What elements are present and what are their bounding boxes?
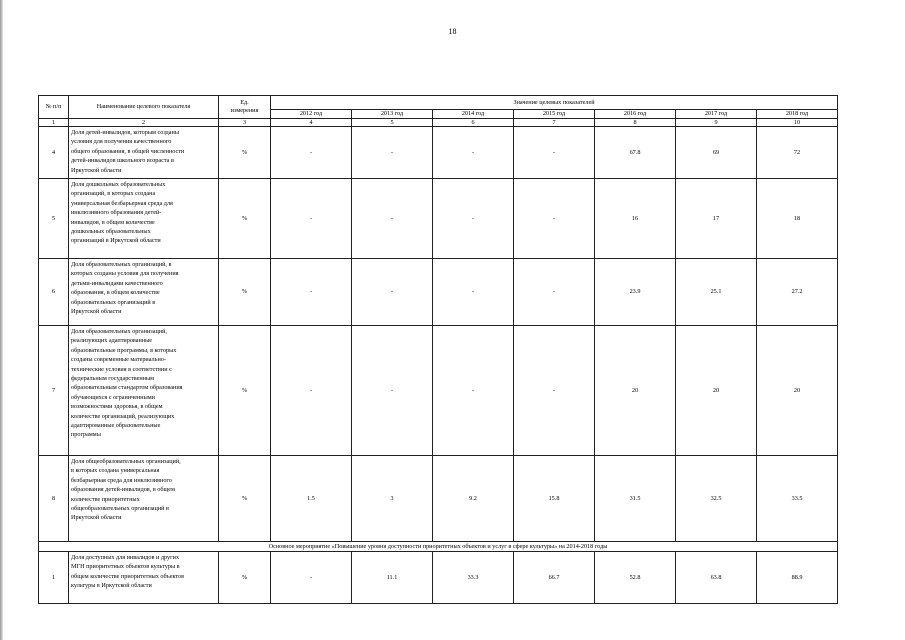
indicator-name-line: безбарьерная среда для инклюзивного <box>71 476 172 484</box>
value-cell: - <box>433 326 514 456</box>
value-cell: 18 <box>757 179 838 259</box>
column-number: 9 <box>676 119 757 127</box>
indicator-name-line: образовательным стандартом образования <box>71 384 183 392</box>
value-cell: - <box>271 179 352 259</box>
indicator-name-line: Иркутской области <box>71 308 122 316</box>
indicator-name-line: количестве приоритетных <box>71 495 140 503</box>
header-num: № п/п <box>39 96 69 119</box>
indicator-name-line: Доля образовательных организаций, в <box>71 261 172 268</box>
indicator-name-line: общеобразовательных организаций в <box>71 505 169 513</box>
value-cell: 20 <box>757 326 838 456</box>
indicator-name-line: технические условия в соответствии с <box>71 365 172 373</box>
value-cell: 69 <box>676 127 757 179</box>
indicator-name-line: детьми-инвалидами качественного <box>71 279 163 287</box>
page-number: 18 <box>448 27 457 36</box>
indicator-name-line: МГН приоритетных объектов культуры в <box>71 563 180 571</box>
header-year: 2016 год <box>595 110 676 119</box>
value-cell: 3 <box>352 456 433 542</box>
indicator-name-line: программы <box>71 431 101 439</box>
header-values-group: Значение целевых показателей <box>271 96 838 110</box>
unit-cell: % <box>219 179 271 259</box>
value-cell: 72 <box>757 127 838 179</box>
indicator-name-line: созданы современные материально- <box>71 356 166 364</box>
column-number: 10 <box>757 119 838 127</box>
indicator-name-line: Доля детей-инвалидов, которым созданы <box>71 129 180 136</box>
value-cell: 1.5 <box>271 456 352 542</box>
column-number: 8 <box>595 119 676 127</box>
row-number: 8 <box>39 456 69 542</box>
value-cell: - <box>433 179 514 259</box>
header-unit-line2: измерения <box>230 107 259 114</box>
indicator-name <box>69 456 219 542</box>
value-cell: 11.1 <box>352 552 433 604</box>
indicator-name <box>69 259 219 326</box>
indicator-name-line: организаций в Иркутской области <box>71 237 161 245</box>
indicator-name-line: дошкольных образовательных <box>71 228 151 236</box>
indicator-name-line: образовательные программы, в которых <box>71 346 177 354</box>
value-cell: 20 <box>595 326 676 456</box>
value-cell: 66.7 <box>514 552 595 604</box>
value-cell: 52.8 <box>595 552 676 604</box>
unit-cell: % <box>219 326 271 456</box>
row-number: 5 <box>39 179 69 259</box>
indicator-name <box>69 552 219 604</box>
indicator-name-line: образовательных организаций в <box>71 298 156 306</box>
indicator-name-line: возможностями здоровья, в общем <box>71 403 163 411</box>
indicator-name-line: реализующих адаптированные <box>71 337 153 345</box>
value-cell: - <box>352 326 433 456</box>
indicator-name-line: Иркутской области <box>71 514 122 522</box>
column-number: 3 <box>219 119 271 127</box>
column-number: 5 <box>352 119 433 127</box>
unit-cell: % <box>219 552 271 604</box>
unit-cell: % <box>219 456 271 542</box>
indicator-name-line: обучающихся с ограниченными <box>71 393 155 401</box>
indicator-name-line: общем количестве приоритетных объектов <box>71 572 185 580</box>
value-cell: 23.9 <box>595 259 676 326</box>
value-cell: - <box>271 259 352 326</box>
value-cell: - <box>514 179 595 259</box>
indicator-name <box>69 326 219 456</box>
header-unit <box>219 96 271 119</box>
value-cell: 63.8 <box>676 552 757 604</box>
indicator-name-line: образования, в общем количестве <box>71 289 160 297</box>
value-cell: - <box>271 127 352 179</box>
value-cell: - <box>271 326 352 456</box>
indicator-name-line: Иркутской области <box>71 166 122 174</box>
indicator-name-line: федеральным государственным <box>71 375 155 383</box>
header-year: 2017 год <box>676 110 757 119</box>
header-name: Наименование целевого показателя <box>69 96 219 119</box>
value-cell: 33.3 <box>433 552 514 604</box>
value-cell: - <box>514 326 595 456</box>
indicator-name-line: инклюзивного образования детей- <box>71 209 162 217</box>
header-year: 2015 год <box>514 110 595 119</box>
value-cell: 67.8 <box>595 127 676 179</box>
indicator-name-line: условия для получения качественного <box>71 138 172 146</box>
value-cell: 33.5 <box>757 456 838 542</box>
value-cell: - <box>352 259 433 326</box>
section-title: Основное мероприятие «Повышение уровня доступности приоритетных объектов и услуг в сфере культуры» на 2014-2018 годы <box>39 542 838 552</box>
value-cell: 20 <box>676 326 757 456</box>
value-cell: 16 <box>595 179 676 259</box>
value-cell: - <box>514 127 595 179</box>
indicator-name-line: количестве организаций, реализующих <box>71 412 175 420</box>
header-year: 2018 год <box>757 110 838 119</box>
value-cell: - <box>514 259 595 326</box>
row-number: 4 <box>39 127 69 179</box>
row-number: 7 <box>39 326 69 456</box>
indicator-name-line: общего образования, в общей численности <box>71 147 185 155</box>
table-row <box>39 326 838 456</box>
target-indicators-table <box>38 95 838 604</box>
table-row <box>39 259 838 326</box>
value-cell: 17 <box>676 179 757 259</box>
row-number: 1 <box>39 552 69 604</box>
column-number: 1 <box>39 119 69 127</box>
header-year: 2014 год <box>433 110 514 119</box>
value-cell: 15.8 <box>514 456 595 542</box>
unit-cell: % <box>219 259 271 326</box>
indicator-name-line: Доля общеобразовательных организаций, <box>71 458 181 465</box>
row-number: 6 <box>39 259 69 326</box>
table-row <box>39 552 838 604</box>
indicator-name-line: организаций, в которых создана <box>71 190 156 198</box>
indicator-name-line: универсальная безбарьерная среда для <box>71 199 173 207</box>
indicator-name-line: культуры в Иркутской области <box>71 582 152 590</box>
value-cell: - <box>352 127 433 179</box>
indicator-name-line: инвалидов, в общем количестве <box>71 218 155 226</box>
value-cell: 27.2 <box>757 259 838 326</box>
indicator-name-line: детей-инвалидов школьного возраста в <box>71 157 174 165</box>
indicator-name <box>69 179 219 259</box>
header-year: 2013 год <box>352 110 433 119</box>
indicator-name-line: которых созданы условия для получения <box>71 270 179 278</box>
value-cell: - <box>352 179 433 259</box>
indicator-name-line: Доля дошкольных образовательных <box>71 181 166 188</box>
section-row <box>39 542 838 552</box>
table-row <box>39 179 838 259</box>
value-cell: 32.5 <box>676 456 757 542</box>
indicator-name-line: Доля доступных для инвалидов и других <box>71 554 180 561</box>
column-number: 4 <box>271 119 352 127</box>
value-cell: 25.1 <box>676 259 757 326</box>
indicator-name-line: образования детей-инвалидов, в общем <box>71 486 175 494</box>
column-number: 2 <box>69 119 219 127</box>
value-cell: 9.2 <box>433 456 514 542</box>
value-cell: - <box>271 552 352 604</box>
indicator-name <box>69 127 219 179</box>
indicator-name-line: Доля образовательных организаций, <box>71 328 167 335</box>
indicator-name-line: в которых создана универсальная <box>71 467 160 475</box>
header-year: 2012 год <box>271 110 352 119</box>
table-row <box>39 127 838 179</box>
value-cell: 31.5 <box>595 456 676 542</box>
indicator-name-line: адаптированные образовательные <box>71 422 161 430</box>
value-cell: - <box>433 259 514 326</box>
scan-edge <box>0 0 3 640</box>
value-cell: 88.9 <box>757 552 838 604</box>
unit-cell: % <box>219 127 271 179</box>
column-number: 6 <box>433 119 514 127</box>
column-number: 7 <box>514 119 595 127</box>
header-unit-line1: Ед. <box>240 99 249 106</box>
table-row <box>39 456 838 542</box>
value-cell: - <box>433 127 514 179</box>
